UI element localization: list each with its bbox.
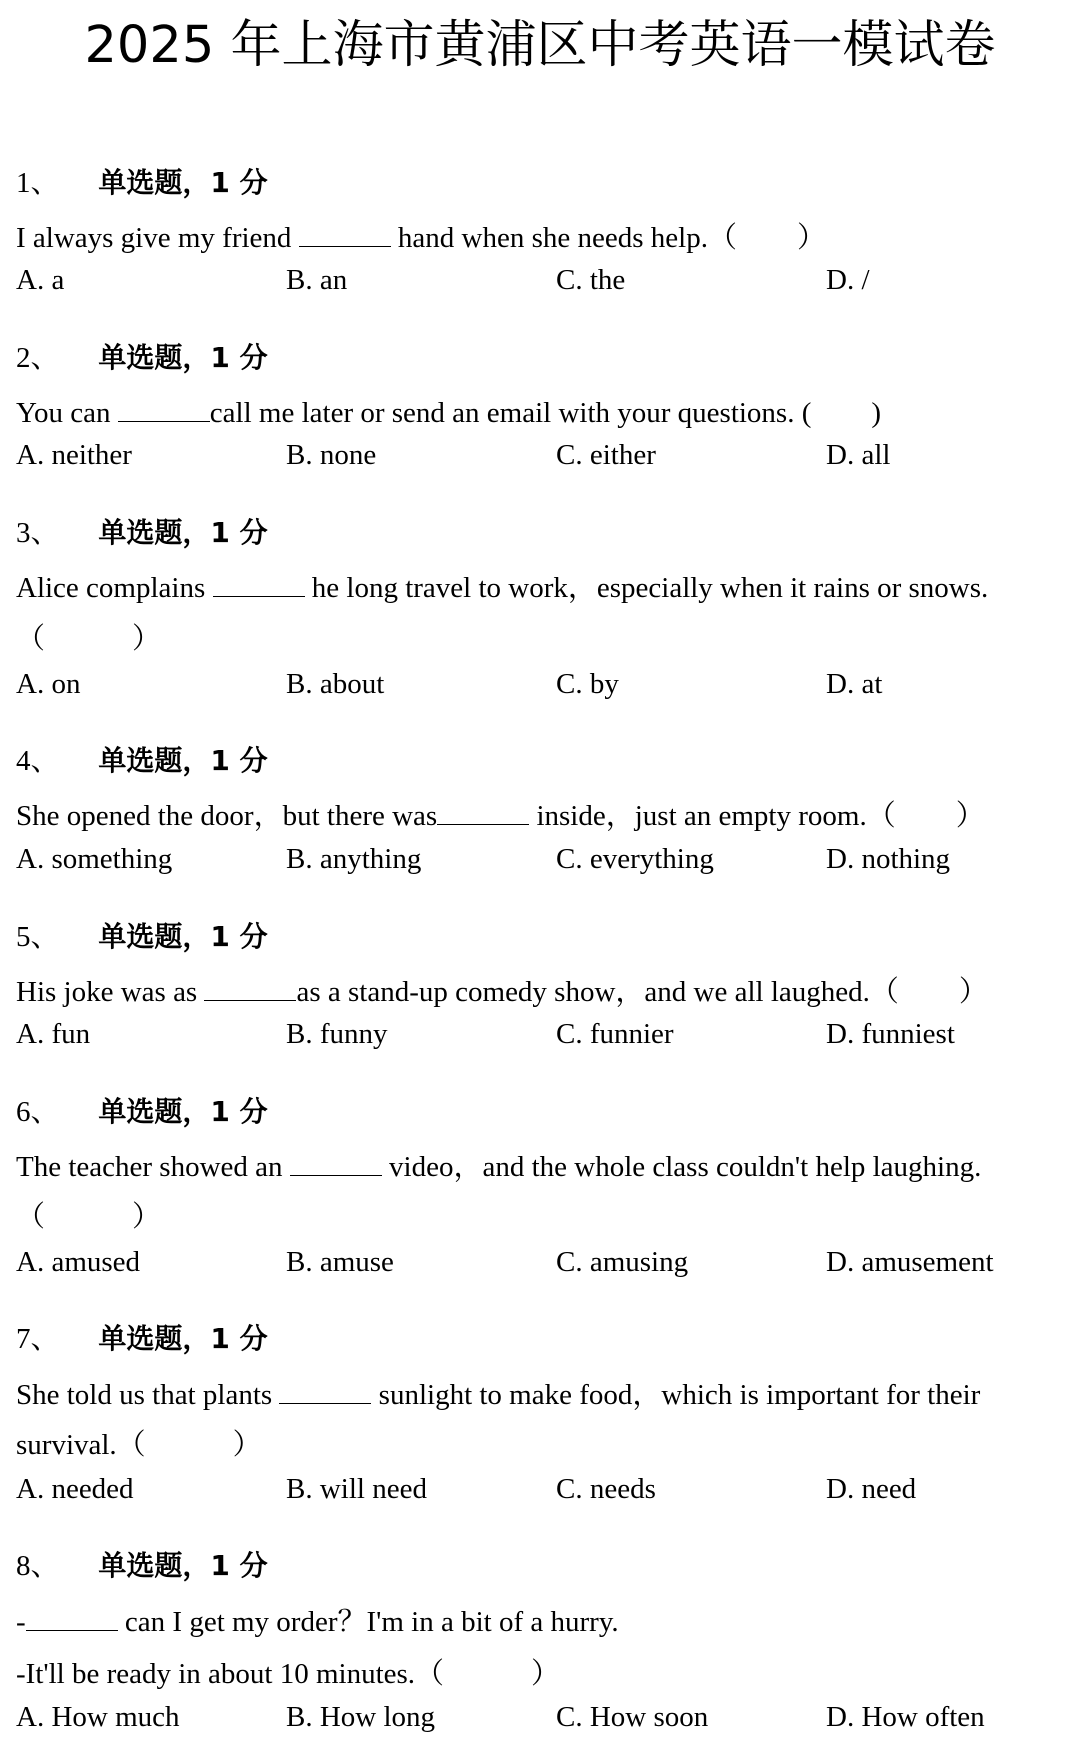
option-c[interactable]: C. amusing <box>556 1246 689 1278</box>
question-7-stem: She told us that plants sunlight to make food，which is important for their <box>16 1379 981 1411</box>
option-b[interactable]: B. funny <box>286 1018 388 1050</box>
option-a[interactable]: A. a <box>16 264 65 296</box>
option-d[interactable]: D. / <box>826 264 870 296</box>
option-d[interactable]: D. How often <box>826 1701 985 1733</box>
option-c[interactable]: C. How soon <box>556 1701 709 1733</box>
option-c[interactable]: C. funnier <box>556 1018 674 1050</box>
option-b[interactable]: B. How long <box>286 1701 436 1733</box>
question-1-stem: I always give my friend hand when she needs help.（ ） <box>16 222 826 254</box>
question-number: 2、 <box>16 342 60 374</box>
question-6-stem-line2 <box>16 1200 1056 1234</box>
answer-paren-close: ） <box>958 976 988 1008</box>
option-b[interactable]: B. amuse <box>286 1246 394 1278</box>
answer-paren: （ ） <box>16 1201 162 1233</box>
option-b[interactable]: B. none <box>286 439 377 471</box>
answer-paren-close: ） <box>955 800 985 832</box>
question-2-stem: You can call me later or send an email with your questions. ( ) <box>16 397 882 429</box>
question-type: 单选题，1 分 <box>98 516 268 549</box>
question-number: 1、 <box>16 167 60 199</box>
answer-paren: （ ） <box>16 623 162 655</box>
question-8-header <box>16 1549 268 1583</box>
answer-blank <box>118 397 210 422</box>
question-8-stem: - can I get my order？I'm in a bit of a hurry. <box>16 1606 619 1638</box>
question-type: 单选题，1 分 <box>98 341 268 374</box>
option-b[interactable]: B. will need <box>286 1473 427 1505</box>
question-5-header <box>16 920 268 954</box>
answer-blank <box>437 800 529 825</box>
question-type: 单选题，1 分 <box>98 920 268 953</box>
option-d[interactable]: D. amusement <box>826 1246 994 1278</box>
question-7-options <box>16 1472 1076 1506</box>
option-d[interactable]: D. need <box>826 1473 917 1505</box>
answer-blank <box>279 1379 371 1404</box>
option-a[interactable]: A. fun <box>16 1018 91 1050</box>
answer-blank <box>290 1151 382 1176</box>
question-number: 8、 <box>16 1550 60 1582</box>
question-3-stem-line2 <box>16 622 1056 656</box>
option-a[interactable]: A. needed <box>16 1473 134 1505</box>
question-3-options <box>16 667 1076 701</box>
question-1-options <box>16 263 1076 297</box>
question-7-header <box>16 1322 268 1356</box>
question-5-stem: His joke was as as a stand-up comedy show，and we all laughed.（ ） <box>16 976 988 1008</box>
question-number: 6、 <box>16 1096 60 1128</box>
question-8-stem-line2: -It'll be ready in about 10 minutes.（ ） <box>16 1658 561 1690</box>
question-3-header <box>16 516 268 550</box>
answer-blank <box>26 1606 118 1631</box>
question-5-options <box>16 1017 1076 1051</box>
option-d[interactable]: D. at <box>826 668 883 700</box>
question-8-options <box>16 1700 1076 1734</box>
question-4-options <box>16 842 1076 876</box>
option-a[interactable]: A. How much <box>16 1701 180 1733</box>
question-2-options <box>16 438 1076 472</box>
question-6-options <box>16 1245 1076 1279</box>
question-number: 7、 <box>16 1323 60 1355</box>
answer-paren-close: ) <box>871 397 882 429</box>
option-c[interactable]: C. everything <box>556 843 714 875</box>
option-c[interactable]: C. the <box>556 264 626 296</box>
answer-blank <box>299 222 391 247</box>
question-type: 单选题，1 分 <box>98 1322 268 1355</box>
answer-blank <box>204 976 296 1001</box>
answer-blank <box>213 572 305 597</box>
option-b[interactable]: B. an <box>286 264 348 296</box>
question-7-stem-line2 <box>16 1428 1056 1462</box>
question-type: 单选题，1 分 <box>98 744 268 777</box>
option-c[interactable]: C. either <box>556 439 656 471</box>
question-2-header <box>16 341 268 375</box>
question-type: 单选题，1 分 <box>98 1549 268 1582</box>
option-a[interactable]: A. on <box>16 668 81 700</box>
question-4-header <box>16 744 268 778</box>
question-4-stem: She opened the door，but there was inside，just an empty room.（ ） <box>16 800 985 832</box>
page-title: 2025 年上海市黄浦区中考英语一模试卷 <box>84 16 996 75</box>
question-type: 单选题，1 分 <box>98 166 268 199</box>
question-type: 单选题，1 分 <box>98 1095 268 1128</box>
question-6-stem: The teacher showed an video，and the whole class couldn't help laughing. <box>16 1151 982 1183</box>
option-c[interactable]: C. by <box>556 668 619 700</box>
option-b[interactable]: B. about <box>286 668 385 700</box>
option-d[interactable]: D. all <box>826 439 891 471</box>
question-6-header <box>16 1095 268 1129</box>
answer-paren-close: ） <box>796 222 826 254</box>
option-a[interactable]: A. neither <box>16 439 132 471</box>
question-3-stem: Alice complains he long travel to work，especially when it rains or snows. <box>16 572 989 604</box>
option-b[interactable]: B. anything <box>286 843 422 875</box>
question-number: 5、 <box>16 921 60 953</box>
question-number: 3、 <box>16 517 60 549</box>
answer-paren: survival.（ ） <box>16 1429 262 1461</box>
option-c[interactable]: C. needs <box>556 1473 656 1505</box>
option-a[interactable]: A. amused <box>16 1246 141 1278</box>
question-1-header <box>16 166 268 200</box>
option-d[interactable]: D. funniest <box>826 1018 955 1050</box>
option-a[interactable]: A. something <box>16 843 173 875</box>
option-d[interactable]: D. nothing <box>826 843 951 875</box>
question-number: 4、 <box>16 745 60 777</box>
